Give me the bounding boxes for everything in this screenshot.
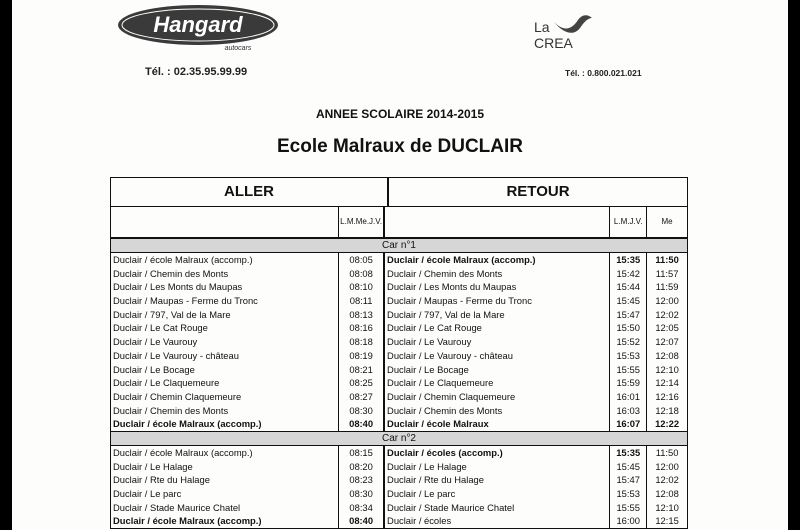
aller-stop: Duclair / Le Vaurouy [111, 335, 339, 349]
retour-stop: Duclair / Chemin des Monts [385, 267, 610, 281]
table-row [111, 349, 687, 363]
aller-stop: Duclair / école Malraux (accomp.) [111, 446, 339, 460]
table-row [111, 417, 687, 431]
aller-time: 08:13 [339, 308, 385, 322]
retour-time-lmjv: 15:59 [610, 376, 647, 390]
timetable [110, 177, 688, 529]
aller-time: 08:19 [339, 349, 385, 363]
retour-time-lmjv: 15:55 [610, 363, 647, 377]
aller-time: 08:23 [339, 473, 385, 487]
school-year: ANNEE SCOLAIRE 2014-2015 [315, 107, 485, 121]
aller-time: 08:21 [339, 363, 385, 377]
retour-header: RETOUR [506, 183, 570, 200]
retour-stop: Duclair / 797, Val de la Mare [385, 308, 610, 322]
aller-time: 08:16 [339, 321, 385, 335]
crea-logo [532, 8, 602, 52]
retour-stop: Duclair / école Malraux [385, 417, 610, 431]
table-row [111, 404, 687, 418]
retour-time-me: 11:57 [655, 267, 679, 279]
hangard-phone: Tél. : 02.35.95.99.99 [145, 66, 248, 78]
retour-time-lmjv: 15:35 [610, 446, 647, 460]
aller-time: 08:30 [339, 487, 385, 501]
retour-time-lmjv: 15:42 [610, 267, 647, 281]
aller-stop: Duclair / Le Bocage [111, 363, 339, 377]
aller-stop: Duclair / Le Vaurouy - château [111, 349, 339, 363]
aller-time: 08:15 [339, 446, 385, 460]
table-row [111, 280, 687, 294]
retour-stop: Duclair / Le Cat Rouge [385, 321, 610, 335]
aller-time: 08:25 [339, 376, 385, 390]
aller-time: 08:27 [339, 390, 385, 404]
aller-stop: Duclair / Le parc [111, 487, 339, 501]
aller-stop: Duclair / Chemin des Monts [111, 267, 339, 281]
aller-time: 08:40 [339, 417, 385, 431]
aller-header: ALLER [111, 178, 389, 206]
table-row [111, 501, 687, 515]
table-row [111, 473, 687, 487]
retour-time-me: 12:14 [655, 377, 679, 389]
retour-stop: Duclair / Le Vaurouy [385, 335, 610, 349]
table-row [111, 321, 687, 335]
page-title: Ecole Malraux de DUCLAIR [277, 136, 523, 157]
aller-time: 08:18 [339, 335, 385, 349]
retour-days-me: Me [661, 217, 673, 226]
retour-stop: Duclair / écoles [385, 514, 610, 528]
aller-stop: Duclair / école Malraux (accomp.) [111, 417, 339, 431]
retour-time-me: 12:10 [655, 363, 679, 375]
retour-time-lmjv: 16:00 [610, 514, 647, 528]
retour-time-me: 12:00 [655, 460, 679, 472]
aller-time: 08:34 [339, 501, 385, 515]
aller-stop: Duclair / Le Cat Rouge [111, 321, 339, 335]
aller-time: 08:11 [339, 294, 385, 308]
table-row [111, 487, 687, 501]
aller-time: 08:10 [339, 280, 385, 294]
retour-time-lmjv: 15:44 [610, 280, 647, 294]
table-row [111, 308, 687, 322]
retour-time-me: 12:08 [655, 349, 679, 361]
table-row [111, 460, 687, 474]
retour-time-lmjv: 15:55 [610, 501, 647, 515]
table-row [111, 514, 687, 528]
aller-stop: Duclair / Les Monts du Maupas [111, 280, 339, 294]
retour-time-me: 12:18 [655, 404, 679, 416]
aller-stop: Duclair / Maupas - Ferme du Tronc [111, 294, 339, 308]
retour-time-me: 11:50 [655, 446, 679, 458]
retour-time-lmjv: 15:53 [610, 349, 647, 363]
aller-stop: Duclair / école Malraux (accomp.) [111, 514, 339, 528]
retour-time-me: 11:50 [655, 254, 679, 265]
aller-time: 08:30 [339, 404, 385, 418]
aller-stop: Duclair / Rte du Halage [111, 473, 339, 487]
aller-time: 08:20 [339, 460, 385, 474]
aller-stop: Duclair / 797, Val de la Mare [111, 308, 339, 322]
retour-stop: Duclair / Maupas - Ferme du Tronc [385, 294, 610, 308]
retour-time-me: 12:00 [655, 295, 679, 307]
retour-time-me: 12:02 [655, 474, 679, 486]
retour-stop: Duclair / Le Claquemeure [385, 376, 610, 390]
table-row [111, 267, 687, 281]
retour-time-lmjv: 16:01 [610, 390, 647, 404]
retour-stop: Duclair / Chemin des Monts [385, 404, 610, 418]
table-row [111, 294, 687, 308]
retour-stop: Duclair / Stade Maurice Chatel [385, 501, 610, 515]
aller-stop: Duclair / Chemin des Monts [111, 404, 339, 418]
table-row [111, 390, 687, 404]
crea-name: CREA [534, 35, 573, 51]
retour-time-lmjv: 15:53 [610, 487, 647, 501]
retour-stop: Duclair / Chemin Claquemeure [385, 390, 610, 404]
aller-stop: Duclair / Le Claquemeure [111, 376, 339, 390]
table-row [111, 335, 687, 349]
retour-stop: Duclair / Rte du Halage [385, 473, 610, 487]
retour-time-lmjv: 15:50 [610, 321, 647, 335]
retour-time-lmjv: 15:47 [610, 473, 647, 487]
table-row [111, 253, 687, 267]
retour-time-lmjv: 15:52 [610, 335, 647, 349]
brand-sub: autocars [224, 45, 252, 52]
cars-container [111, 238, 687, 528]
aller-time: 08:40 [339, 514, 385, 528]
aller-days: L.M.Me.J.V. [339, 207, 385, 237]
retour-stop: Duclair / Le parc [385, 487, 610, 501]
table-row [111, 376, 687, 390]
retour-stop: Duclair / Le Halage [385, 460, 610, 474]
hangard-logo [116, 1, 281, 53]
retour-time-me: 12:07 [655, 336, 679, 348]
retour-time-lmjv: 16:03 [610, 404, 647, 418]
retour-time-me: 12:05 [655, 322, 679, 334]
retour-stop: Duclair / Le Vaurouy - château [385, 349, 610, 363]
retour-time-lmjv: 15:45 [610, 294, 647, 308]
retour-time-me: 12:08 [655, 488, 679, 499]
retour-time-lmjv: 15:45 [610, 460, 647, 474]
car-band: Car n°2 [111, 431, 687, 446]
aller-stop: Duclair / Le Halage [111, 460, 339, 474]
retour-time-lmjv: 16:07 [610, 417, 647, 431]
retour-time-me: 12:02 [655, 308, 679, 320]
brand-name: Hangard [153, 12, 243, 37]
table-row [111, 363, 687, 377]
retour-stop: Duclair / écoles (accomp.) [385, 446, 610, 460]
retour-time-me: 12:15 [655, 515, 679, 527]
retour-stop: Duclair / école Malraux (accomp.) [385, 253, 610, 267]
aller-stop: Duclair / école Malraux (accomp.) [111, 253, 339, 267]
retour-time-lmjv: 15:35 [610, 253, 647, 267]
car-band: Car n°1 [111, 238, 687, 253]
retour-time-me: 12:16 [655, 390, 679, 402]
aller-time: 08:08 [339, 267, 385, 281]
timetable-page [12, 0, 788, 530]
retour-stop: Duclair / Le Bocage [385, 363, 610, 377]
aller-stop: Duclair / Stade Maurice Chatel [111, 501, 339, 515]
retour-time-me: 11:59 [655, 281, 679, 293]
retour-time-me: 12:10 [655, 501, 679, 513]
table-header [111, 178, 687, 207]
retour-time-lmjv: 15:47 [610, 308, 647, 322]
retour-time-me: 12:22 [655, 418, 680, 430]
aller-time: 08:05 [339, 253, 385, 267]
crea-la: La [534, 19, 550, 35]
table-row [111, 446, 687, 460]
crea-phone: Tél. : 0.800.021.021 [565, 68, 642, 78]
retour-days-lmjv: L.M.J.V. [610, 207, 647, 237]
retour-stop: Duclair / Les Monts du Maupas [385, 280, 610, 294]
days-header [111, 207, 687, 238]
aller-stop: Duclair / Chemin Claquemeure [111, 390, 339, 404]
